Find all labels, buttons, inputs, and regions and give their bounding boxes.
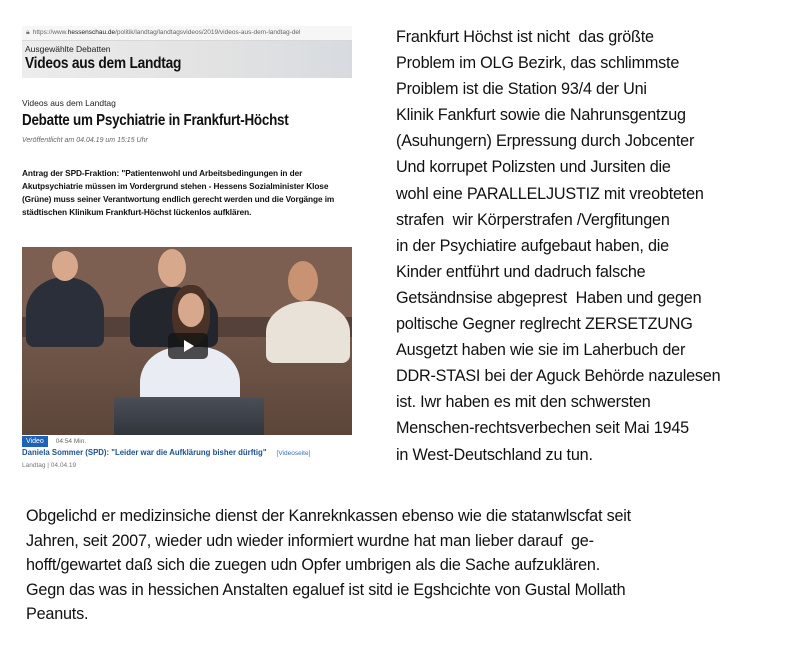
lock-icon: 🔒︎ [26,29,30,36]
commentary-bottom: Obgelichd er medizinsiche dienst der Kanreknkassen ebenso wie die statanwlscfat seit Jahren, seit 2007, wieder udn wieder informiert wurdne hat man lieber darauf ge- hofft/gewartet daß sich die zuegen udn Opfer umbrigen als die Sache aufzuklären. Gegn das was in hessichen Anstalten egaluef ist sitd ie Egshcichte von Gustal Mollath Peanuts. [26,507,631,623]
video-meta [22,436,86,447]
video-caption [22,448,310,457]
embedded-screenshot [22,26,352,472]
video-head-center-back [158,249,186,287]
video-head-left [52,251,78,281]
video-footer: Landtag | 04.04.19 [22,462,77,469]
url-host: hessenschau.de [67,29,116,36]
video-duration: 04:54 Min. [55,438,87,445]
video-badge: Video [22,436,48,447]
video-head-right [288,261,318,301]
url-prefix: https://www. [32,29,68,36]
browser-url-bar[interactable] [22,26,352,41]
video-head-speaker [178,293,204,327]
video-person-right [266,301,350,363]
banner-title[interactable]: Videos aus dem Landtag [25,55,182,72]
video-page-link[interactable]: [Videoseite] [276,450,311,457]
article-kicker: Videos aus dem Landtag [22,98,116,108]
video-lectern [114,397,264,435]
article-title: Debatte um Psychiatrie in Frankfurt-Höchst [22,112,289,129]
play-icon[interactable] [168,333,208,359]
article-lead: Antrag der SPD-Fraktion: "Patientenwohl und Arbeitsbedingungen in der Akutpsychiatrie müssen im Vordergrund stehen - Hessens Sozialminister Klose (Grüne) muss seiner Verantwortung endlich gerecht werden und die Vorgänge im städtischen Klinikum Frankfurt-Höchst lückenlos aufklären. [22,168,335,217]
video-player[interactable] [22,247,352,435]
banner-kicker: Ausgewählte Debatten [25,44,111,54]
commentary-right: Frankfurt Höchst ist nicht das größte Problem im OLG Bezirk, das schlimmste Proiblem ist die Station 93/4 der Uni Klinik Fankfurt sowie die Nahrunsgentzug (Asuhungern) Erpressung durch Jobcenter Und korrupet Polizsten und Jursiten die wohl eine PARALLELJUSTIZ mit vreobteten strafen wir Körperstrafen /Vergfitungen in der Psychiatire aufgebaut haben, die Kinder entführt und dadruch falsche Getsändnsise abgeprest Haben und gegen poltische Gegner reglrecht ZERSETZUNG Ausgetzt haben wie sie im Laherbuch der DDR-STASI bei der Aguck Behörde nazulesen ist. Iwr haben es mit den schwersten Menschen-rechtsverbechen seit Mai 1945 in West-Deutschland zu tun. [396,28,721,464]
article-date: Veröffentlicht am 04.04.19 um 15:15 Uhr [22,137,148,144]
url-path: /politik/landtag/landtagsvideos/2019/videos-aus-dem-landtag-del [115,29,301,36]
section-banner [22,41,352,78]
video-caption-title[interactable]: Daniela Sommer (SPD): "Leider war die Aufklärung bisher dürftig" [22,448,267,457]
video-person-left [26,277,104,347]
